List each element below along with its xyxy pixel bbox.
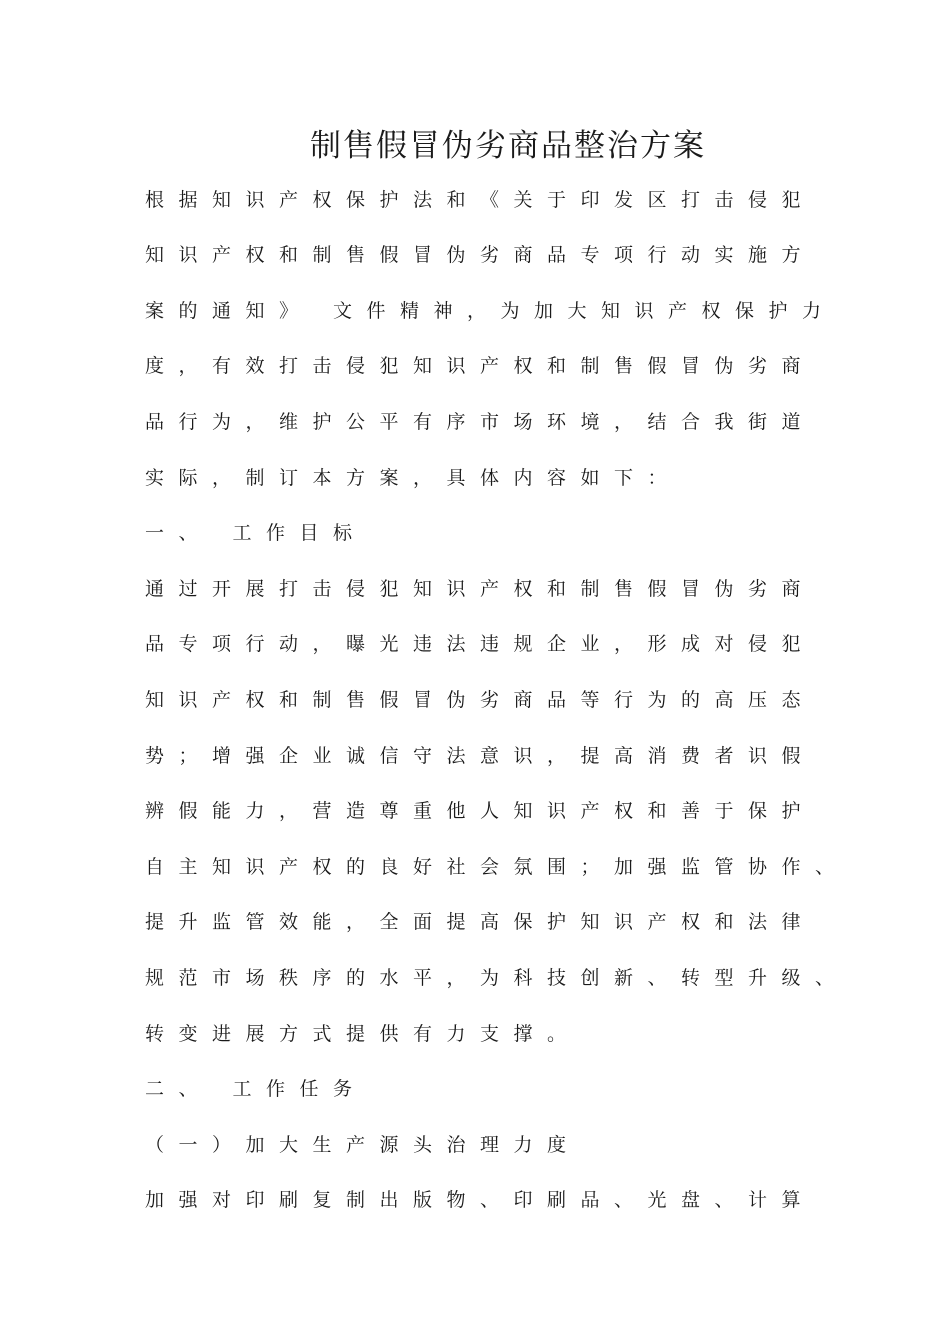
body-line: 品行为，维护公平有序市场环境，结合我街道 <box>145 411 816 433</box>
body-line: 加强对印刷复制出版物、印刷品、光盘、计算 <box>145 1189 816 1211</box>
body-line: 自主知识产权的良好社会氛围；加强监管协作、 <box>145 856 849 878</box>
body-line: 实际，制订本方案，具体内容如下： <box>145 467 682 489</box>
body-line: 辨假能力，营造尊重他人知识产权和善于保护 <box>145 800 816 822</box>
document-title: 制售假冒伪劣商品整治方案 <box>310 128 706 164</box>
body-line: 知识产权和制售假冒伪劣商品等行为的高压态 <box>145 689 816 711</box>
section-heading: 一、 工作目标 <box>145 522 367 544</box>
body-line: 通过开展打击侵犯知识产权和制售假冒伪劣商 <box>145 578 816 600</box>
body-line: 知识产权和制售假冒伪劣商品专项行动实施方 <box>145 244 816 266</box>
body-line: 度，有效打击侵犯知识产权和制售假冒伪劣商 <box>145 355 816 377</box>
body-line: 根据知识产权保护法和《关于印发区打击侵犯 <box>145 189 816 211</box>
subsection-heading: （一）加大生产源头治理力度 <box>145 1134 581 1156</box>
body-line: 规范市场秩序的水平，为科技创新、转型升级、 <box>145 967 849 989</box>
section-heading: 二、 工作任务 <box>145 1078 367 1100</box>
body-line: 品专项行动，曝光违法违规企业，形成对侵犯 <box>145 633 816 655</box>
body-line: 势；增强企业诚信守法意识，提高消费者识假 <box>145 745 816 767</box>
body-line: 案的通知》 文件精神，为加大知识产权保护力 <box>145 300 836 322</box>
body-line: 提升监管效能，全面提高保护知识产权和法律 <box>145 911 816 933</box>
body-line: 转变进展方式提供有力支撑。 <box>145 1023 581 1045</box>
